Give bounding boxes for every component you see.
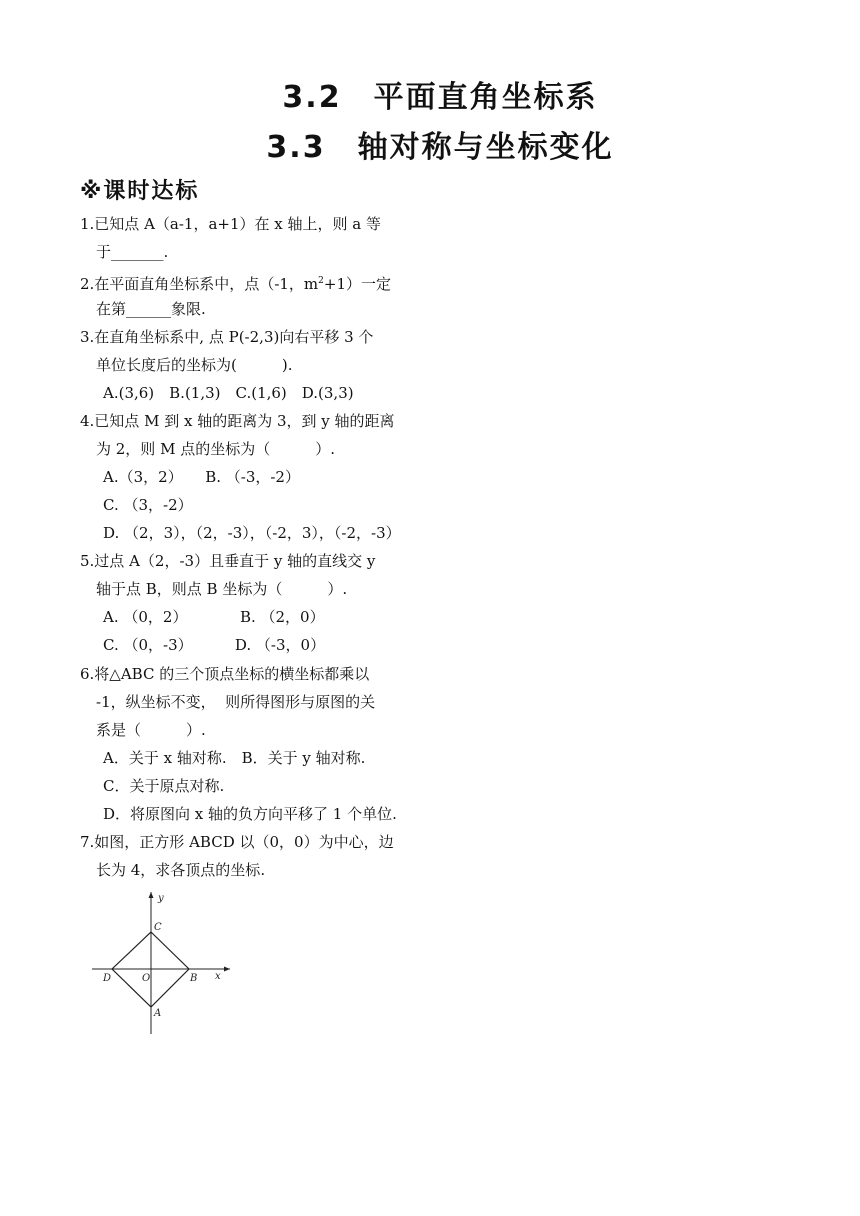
vertex-b-label: B <box>190 973 198 984</box>
question-7-line-2: 长为 4，求各顶点的坐标. <box>96 861 266 879</box>
question-2-line-1 <box>80 271 391 294</box>
x-axis-label: x <box>215 971 221 982</box>
question-4-option-d: D. （2，3），（2，-3），（-2，3），（-2，-3） <box>103 524 401 542</box>
question-5-line-2: 轴于点 B，则点 B 坐标为（ ）. <box>96 580 348 598</box>
question-4-line-2: 为 2，则 M 点的坐标为（ ）. <box>96 440 335 458</box>
title-section-3-2: 3.2 平面直角坐标系 <box>282 80 598 115</box>
question-4-option-c: C. （3，-2） <box>103 496 193 514</box>
y-axis-arrow <box>149 892 154 898</box>
question-6-option-ab: A．关于 x 轴对称. B．关于 y 轴对称. <box>103 749 366 767</box>
question-6-line-3: 系是（ ）. <box>96 721 206 739</box>
question-6-option-c: C．关于原点对称. <box>103 777 225 795</box>
question-6-option-d: D．将原图向 x 轴的负方向平移了 1 个单位. <box>103 805 397 823</box>
question-3-line-2: 单位长度后的坐标为( ). <box>96 356 293 374</box>
square-coordinate-figure <box>88 888 238 1038</box>
x-axis-arrow <box>224 967 230 972</box>
question-3-options: A.(3,6) B.(1,3) C.(1,6) D.(3,3) <box>103 384 354 402</box>
question-4-option-ab: A.（3，2） B. （-3，-2） <box>103 468 300 486</box>
origin-label: O <box>142 973 151 984</box>
question-3-line-1: 3.在直角坐标系中, 点 P(-2,3)向右平移 3 个 <box>80 328 374 346</box>
question-1-line-1: 1.已知点 A（a-1，a+1）在 x 轴上，则 a 等 <box>80 215 381 233</box>
question-6-line-1: 6.将△ABC 的三个顶点坐标的横坐标都乘以 <box>80 665 370 683</box>
vertex-c-label: C <box>154 922 162 933</box>
question-7-line-1: 7.如图，正方形 ABCD 以（0，0）为中心，边 <box>80 833 394 851</box>
question-1-line-2: 于_______. <box>96 243 169 261</box>
question-4-line-1: 4.已知点 M 到 x 轴的距离为 3，到 y 轴的距离 <box>80 412 395 430</box>
question-2-text-pre: 2.在平面直角坐标系中，点（-1，m <box>80 275 319 293</box>
question-5-line-1: 5.过点 A（2，-3）且垂直于 y 轴的直线交 y <box>80 552 376 570</box>
question-5-option-ab: A. （0，2） B. （2，0） <box>103 608 325 626</box>
vertex-d-label: D <box>103 973 112 984</box>
question-2-line-2: 在第______象限. <box>96 300 206 318</box>
question-2-superscript: 2 <box>318 276 324 286</box>
vertex-a-label: A <box>154 1008 162 1019</box>
question-5-option-cd: C. （0，-3） D. （-3，0） <box>103 636 326 654</box>
section-heading: ※课时达标 <box>80 179 200 204</box>
title-section-3-3: 3.3 轴对称与坐标变化 <box>266 130 614 165</box>
question-2-text-post: +1）一定 <box>323 275 392 293</box>
question-6-line-2: -1，纵坐标不变， 则所得图形与原图的关 <box>96 693 376 711</box>
y-axis-label: y <box>158 893 164 904</box>
